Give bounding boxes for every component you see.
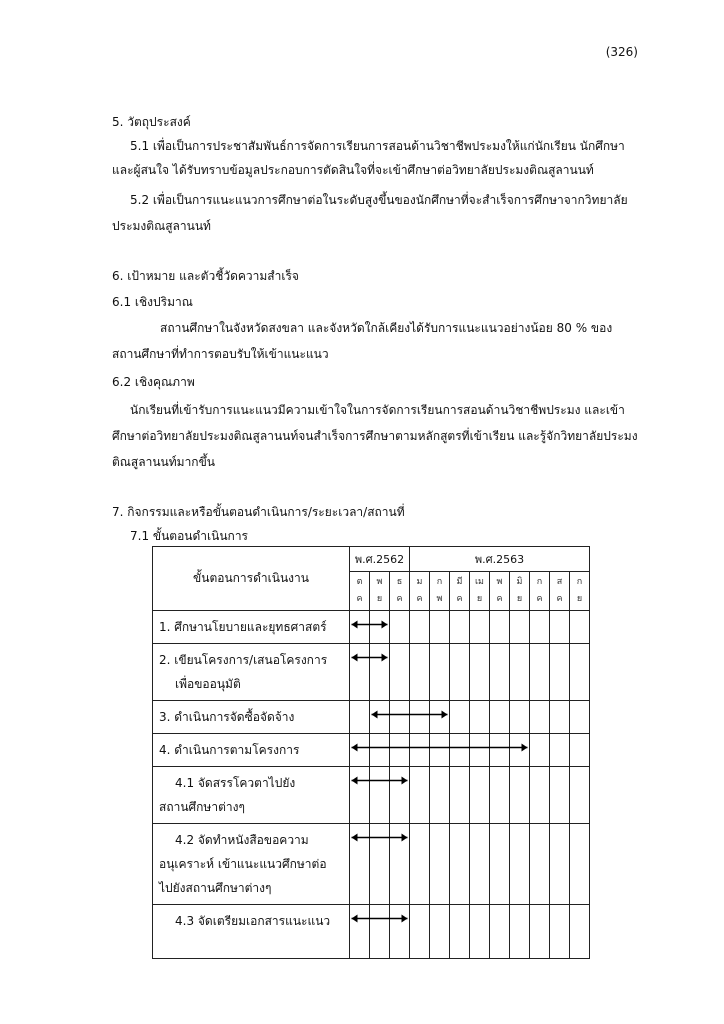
gantt-cell [370,701,390,734]
section-5-1-line-2: และผู้สนใจ ได้รับทราบข้อมูลประกอบการตัดสินใจที่จะเข้าศึกษาต่อวิทยาลัยประมงติณสูลานนท์ [112,163,594,177]
gantt-cell [450,611,470,644]
gantt-cell [350,734,370,767]
activity-3 [153,701,350,734]
activity-4-1-line-1: 4.1 จัดสรรโควตาไปยัง [175,776,296,790]
month-header-10-bottom: ค [536,594,543,604]
gantt-cell [350,767,370,824]
month-header-5 [430,572,450,611]
gantt-cell [570,767,590,824]
table-row [153,611,590,644]
year-header-2563: พ.ศ.2563 [410,547,590,572]
table-row [153,701,590,734]
gantt-cell [550,611,570,644]
gantt-cell [390,767,410,824]
month-header-8-bottom: ค [496,594,503,604]
month-header-5-top: ก [436,577,443,587]
gantt-cell [490,767,510,824]
activity-4-1 [153,767,350,824]
gantt-cell [570,644,590,701]
month-header-4-bottom: ค [416,594,423,604]
gantt-cell [550,644,570,701]
gantt-cell [370,824,390,905]
gantt-cell [470,734,490,767]
activity-2-line-1: 2. เขียนโครงการ/เสนอโครงการ [159,653,328,667]
gantt-cell [490,734,510,767]
activity-4-3-line-1: 4.3 จัดเตรียมเอกสารแนะแนว [175,914,331,928]
gantt-cell [390,611,410,644]
gantt-cell [370,905,390,959]
gantt-cell [490,905,510,959]
month-header-2-top: พ [376,577,383,587]
month-header-12-top: ก [576,577,583,587]
gantt-cell [350,644,370,701]
activity-4-2 [153,824,350,905]
gantt-cell [530,734,550,767]
gantt-cell [550,767,570,824]
table-row [153,767,590,824]
gantt-cell [390,824,410,905]
gantt-cell [390,734,410,767]
gantt-cell [430,905,450,959]
gantt-cell [470,905,490,959]
month-header-1 [350,572,370,611]
section-7-1-heading: 7.1 ขั้นตอนดำเนินการ [130,529,248,543]
gantt-cell [490,611,510,644]
gantt-cell [390,644,410,701]
gantt-cell [510,734,530,767]
gantt-cell [430,734,450,767]
gantt-cell [490,701,510,734]
activity-1-line-1: 1. ศึกษานโยบายและยุทธศาสตร์ [159,620,327,634]
gantt-cell [530,701,550,734]
activity-4-2-line-3: ไปยังสถานศึกษาต่างๆ [159,881,272,895]
gantt-cell [470,767,490,824]
gantt-cell [570,824,590,905]
gantt-cell [410,767,430,824]
activity-4-line-1: 4. ดำเนินการตามโครงการ [159,743,300,757]
gantt-cell [530,644,550,701]
gantt-cell [450,905,470,959]
month-header-2-bottom: ย [376,594,383,604]
section-5-2-line-2: ประมงติณสูลานนท์ [112,219,211,233]
gantt-cell [390,905,410,959]
gantt-cell [410,644,430,701]
month-header-7-bottom: ย [476,594,483,604]
month-header-4-top: ม [416,577,423,587]
gantt-cell [470,644,490,701]
month-header-8 [490,572,510,611]
month-header-6 [450,572,470,611]
month-header-11-bottom: ค [556,594,563,604]
gantt-cell [550,734,570,767]
gantt-cell [410,734,430,767]
table-row [153,905,590,959]
section-6-2-line-1: นักเรียนที่เข้ารับการแนะแนวมีความเข้าใจในการจัดการเรียนการสอนด้านวิชาชีพประมง และเข้า [130,403,625,417]
activity-3-line-1: 3. ดำเนินการจัดซื้อจัดจ้าง [159,710,295,724]
gantt-cell [450,734,470,767]
gantt-cell [370,611,390,644]
gantt-cell [430,644,450,701]
month-header-4 [410,572,430,611]
section-5-1-line-1: 5.1 เพื่อเป็นการประชาสัมพันธ์การจัดการเรียนการสอนด้านวิชาชีพประมงให้แก่นักเรียน นักศึกษา [130,139,625,153]
gantt-cell [450,644,470,701]
gantt-cell [570,611,590,644]
gantt-cell [570,701,590,734]
month-header-10 [530,572,550,611]
gantt-cell [510,611,530,644]
month-header-9 [510,572,530,611]
section-6-heading: 6. เป้าหมาย และตัวชี้วัดความสำเร็จ [112,269,299,283]
activity-2-line-2: เพื่อขออนุมัติ [175,677,241,691]
activity-4-3 [153,905,350,959]
activity-4-2-line-2: อนุเคราะห์ เข้าแนะแนวศึกษาต่อ [159,857,327,871]
section-6-2-line-2: ศึกษาต่อวิทยาลัยประมงติณสูลานนท์จนสำเร็จการศึกษาตามหลักสูตรที่เข้าเรียน และรู้จักวิทยาลัยประมง [112,429,638,443]
month-header-6-bottom: ค [456,594,463,604]
gantt-cell [390,701,410,734]
gantt-cell [510,905,530,959]
month-header-2 [370,572,390,611]
month-header-11 [550,572,570,611]
activity-4 [153,734,350,767]
month-header-5-bottom: พ [436,594,443,604]
gantt-cell [530,905,550,959]
gantt-cell [370,767,390,824]
activity-4-2-line-1: 4.2 จัดทำหนังสือขอความ [175,833,309,847]
month-header-8-top: พ [496,577,503,587]
month-header-3-bottom: ค [396,594,403,604]
month-header-7-top: เม [474,577,484,587]
month-header-6-top: มี [456,577,463,587]
table-row [153,824,590,905]
activity-1 [153,611,350,644]
gantt-cell [370,734,390,767]
gantt-cell [350,824,370,905]
gantt-cell [350,701,370,734]
gantt-cell [510,644,530,701]
step-header: ขั้นตอนการดำเนินงาน [153,547,350,611]
page-number: (326) [605,45,638,59]
gantt-cell [470,824,490,905]
month-header-12-bottom: ย [576,594,583,604]
section-6-1-heading: 6.1 เชิงปริมาณ [112,295,193,309]
gantt-cell [430,701,450,734]
section-6-1-line-1: สถานศึกษาในจังหวัดสงขลา และจังหวัดใกล้เคียงได้รับการแนะแนวอย่างน้อย 80 % ของ [160,321,613,335]
gantt-cell [350,611,370,644]
gantt-cell [550,905,570,959]
month-header-12 [570,572,590,611]
month-header-9-top: มิ [516,577,523,587]
gantt-cell [430,824,450,905]
year-header-2562: พ.ศ.2562 [350,547,410,572]
gantt-cell [410,701,430,734]
gantt-cell [490,824,510,905]
month-header-3-top: ธ [396,577,403,587]
section-5-2-line-1: 5.2 เพื่อเป็นการแนะแนวการศึกษาต่อในระดับสูงขึ้นของนักศึกษาที่จะสำเร็จการศึกษาจากวิทยาลัย [130,193,628,207]
gantt-cell [450,767,470,824]
gantt-cell [470,701,490,734]
gantt-cell [350,905,370,959]
section-6-2-heading: 6.2 เชิงคุณภาพ [112,375,195,389]
gantt-cell [430,611,450,644]
month-header-9-bottom: ย [516,594,523,604]
gantt-cell [510,701,530,734]
section-7-heading: 7. กิจกรรมและหรือขั้นตอนดำเนินการ/ระยะเวลา/สถานที่ [112,505,405,519]
month-header-1-top: ต [356,577,363,587]
month-header-3 [390,572,410,611]
section-6-1-line-2: สถานศึกษาที่ทำการตอบรับให้เข้าแนะแนว [112,347,329,361]
gantt-table [152,546,590,959]
month-header-10-top: ก [536,577,543,587]
gantt-cell [550,701,570,734]
gantt-cell [530,824,550,905]
gantt-cell [530,611,550,644]
gantt-cell [550,824,570,905]
gantt-cell [410,905,430,959]
activity-4-1-line-2: สถานศึกษาต่างๆ [159,800,245,814]
gantt-cell [470,611,490,644]
gantt-cell [570,905,590,959]
gantt-cell [450,824,470,905]
gantt-cell [430,767,450,824]
month-header-11-top: ส [556,577,563,587]
gantt-cell [410,611,430,644]
section-6-2-line-3: ติณสูลานนท์มากขึ้น [112,455,215,469]
table-row [153,734,590,767]
gantt-cell [530,767,550,824]
gantt-cell [510,767,530,824]
month-header-1-bottom: ค [356,594,363,604]
gantt-cell [410,824,430,905]
activity-2 [153,644,350,701]
table-row [153,644,590,701]
gantt-cell [510,824,530,905]
gantt-cell [370,644,390,701]
section-5-heading: 5. วัตถุประสงค์ [112,115,191,129]
gantt-cell [490,644,510,701]
gantt-cell [570,734,590,767]
month-header-7 [470,572,490,611]
gantt-cell [450,701,470,734]
